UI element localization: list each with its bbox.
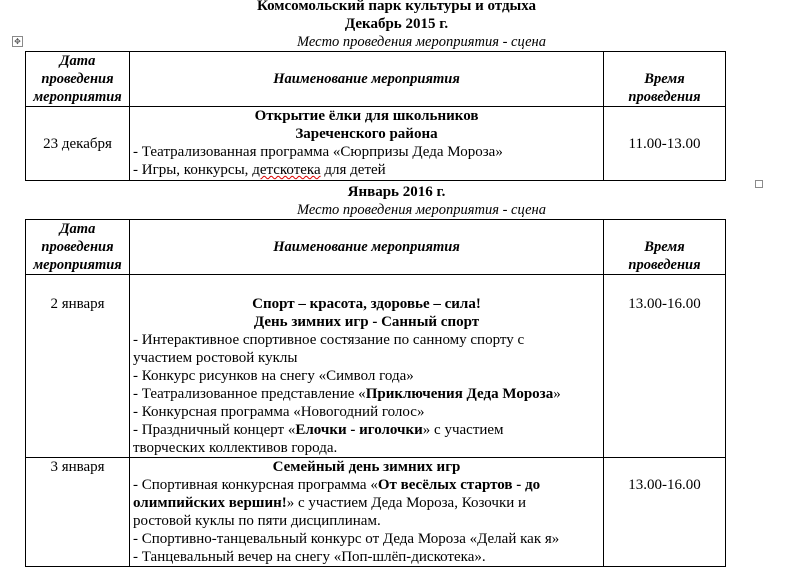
park-title: Комсомольский парк культуры и отдыха [256,0,537,14]
event-date: 2 января [26,275,130,458]
january-table [25,219,726,567]
event-description: Открытие ёлки для школьников Зареченского района - Театрализованная программа «Сюрпризы Деда Мороза» - Игры, конкурсы, детскотека для детей [130,107,604,181]
spellcheck-flag: детскотека [252,162,321,178]
event-date: 23 декабря [26,107,130,181]
event-description: Спорт – красота, здоровье – сила! День зимних игр - Санный спорт - Интерактивное спортивное состязание по санному спорту с участием ростовой куклы - Конкурс рисунков на снегу «Символ года» - Театрализованное представление «Приключения Деда Мороза» - Конкурсная программа «Новогодний голос» - Праздничный концерт «Елочки - иголочки» с участием творческих коллективов города. [130,275,604,458]
event-description: Семейный день зимних игр - Спортивная конкурсная программа «От весёлых стартов - до олимпийских вершин!» с участием Деда Мороза, Козочки и ростовой куклы по пяти дисциплинам. - Спортивно-танцевальный конкурс от Деда Мороза «Делай как я» - Танцевальный вечер на снегу «Поп-шлёп-дискотека». [130,458,604,567]
event-time: 13.00-16.00 [604,275,726,458]
table-row [26,107,726,181]
table-row [26,275,726,458]
event-date: 3 января [26,458,130,567]
month-title-january: Январь 2016 г. [347,184,446,200]
event-time: 13.00-16.00 [604,458,726,567]
venue-note-january: Место проведения мероприятия - сцена [297,202,546,218]
month-title-december: Декабрь 2015 г. [344,16,449,32]
header-event-name: Наименование мероприятия [130,220,604,275]
header-date: Дата проведения мероприятия [26,52,130,107]
venue-note-december: Место проведения мероприятия - сцена [297,34,546,50]
table-header-row [26,52,726,107]
header-time: Время проведения [604,52,726,107]
event-time: 11.00-13.00 [604,107,726,181]
header-event-name: Наименование мероприятия [130,52,604,107]
table-row [26,458,726,567]
header-date: Дата проведения мероприятия [26,220,130,275]
december-table [25,51,726,181]
table-move-handle-icon[interactable]: ✥ [12,36,23,47]
header-time: Время проведения [604,220,726,275]
table-header-row [26,220,726,275]
